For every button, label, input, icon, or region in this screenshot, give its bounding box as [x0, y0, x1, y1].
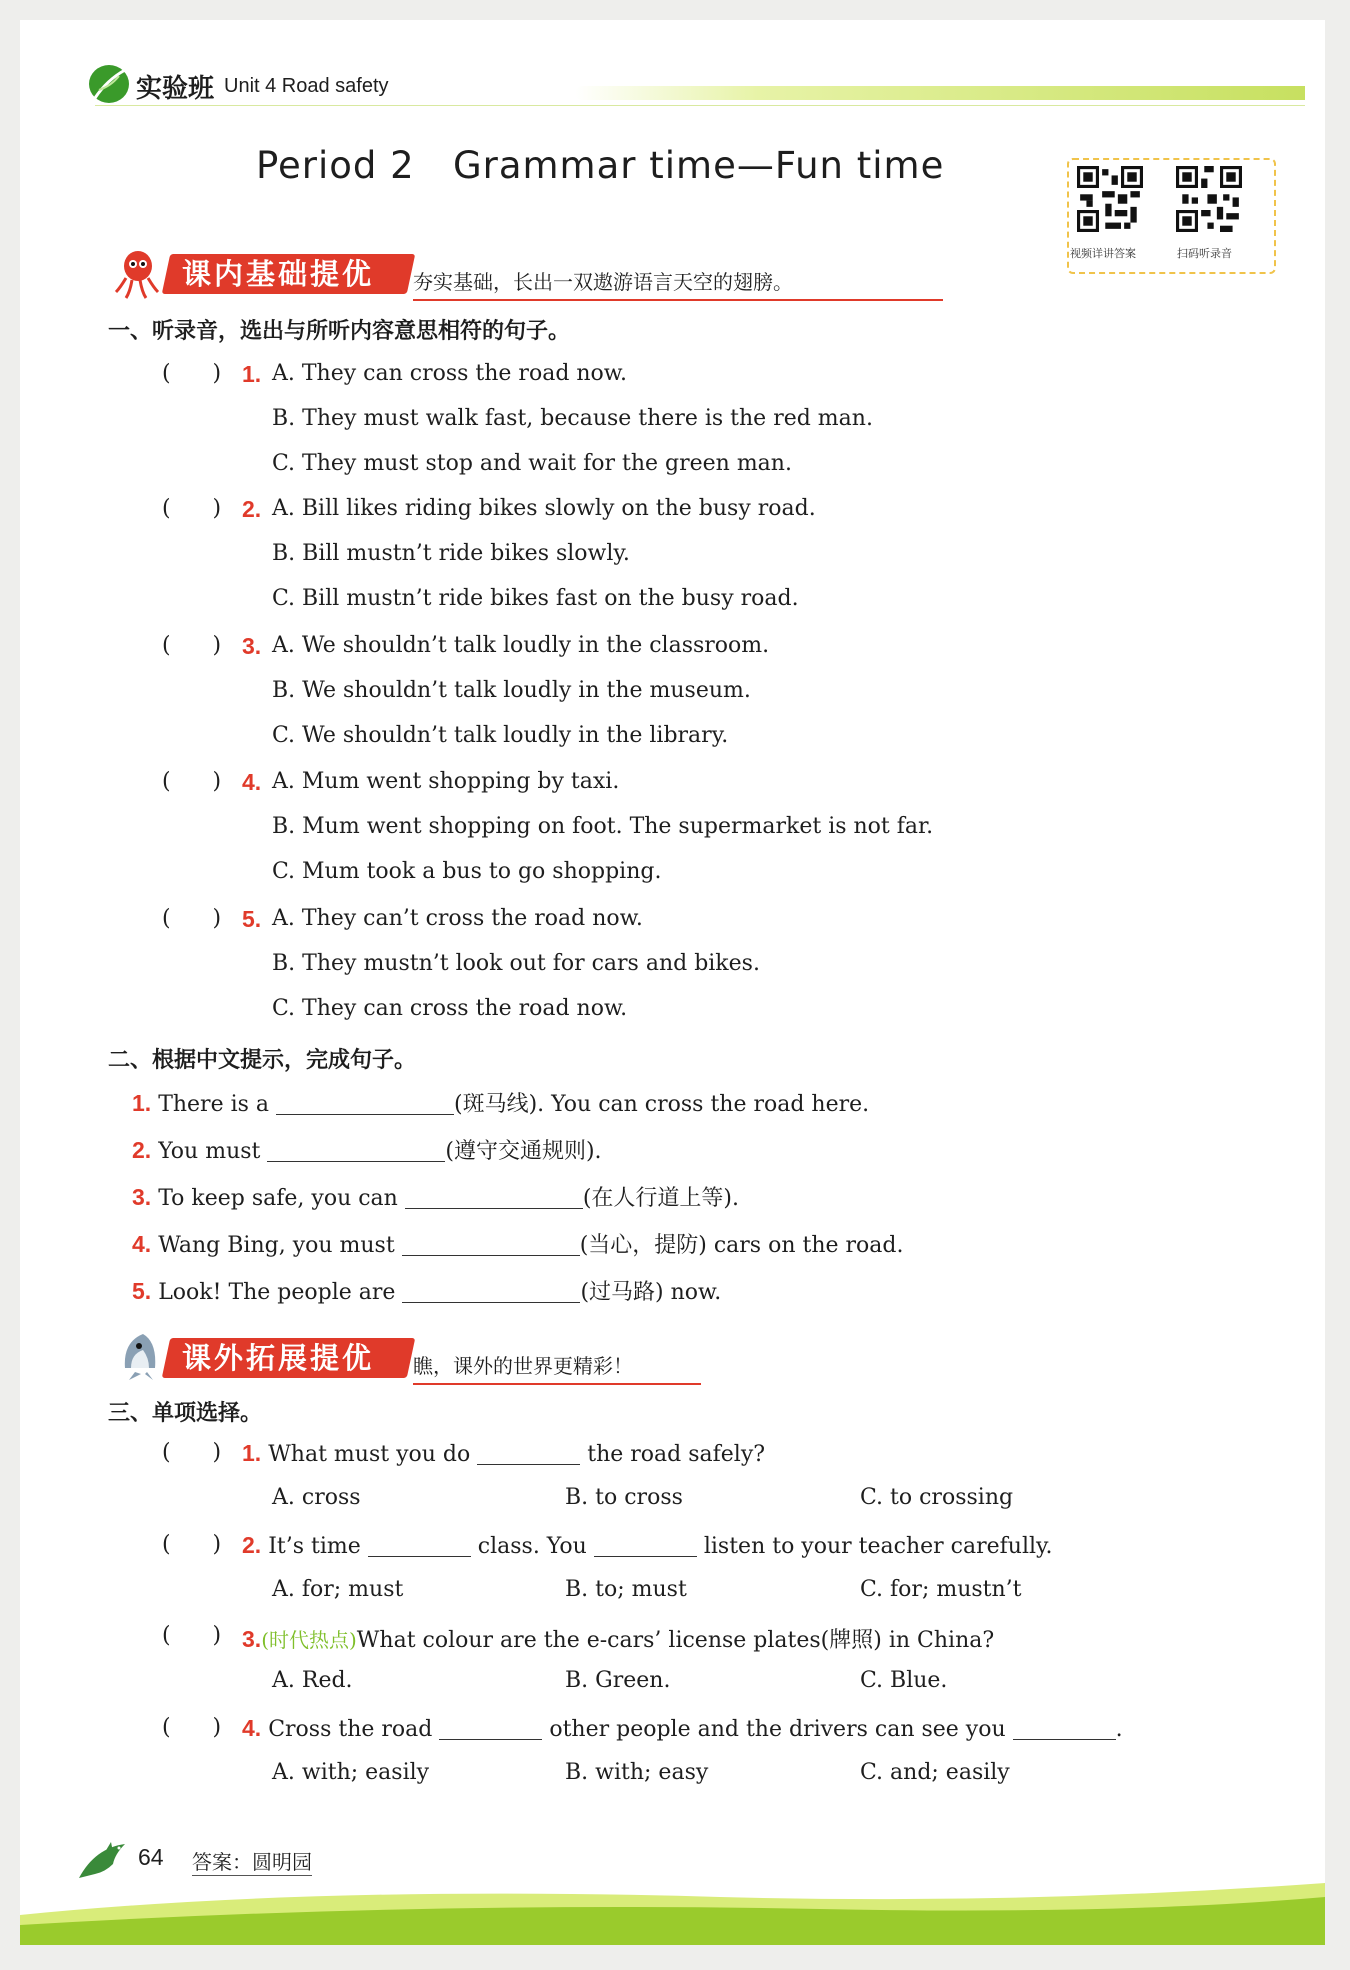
- fill-item-4: 4. Wang Bing, you must (当心，提防) cars on the road.: [132, 1231, 904, 1258]
- option: C. Mum took a bus to go shopping.: [272, 859, 662, 884]
- answer-paren[interactable]: ( ): [162, 1623, 222, 1648]
- answer-blank[interactable]: [368, 1534, 471, 1557]
- fill-item-1: 1. There is a (斑马线). You can cross the road here.: [132, 1090, 870, 1117]
- option: B. Mum went shopping on foot. The supermarket is not far.: [272, 814, 934, 839]
- option: B. They must walk fast, because there is the red man.: [272, 406, 873, 431]
- brand-name: 实验班: [136, 74, 215, 104]
- part1-heading: 一、听录音，选出与所听内容意思相符的句子。: [108, 319, 571, 344]
- leaf-logo-icon: [85, 60, 133, 108]
- page-number: 64: [138, 1844, 164, 1870]
- answer-blank[interactable]: [439, 1717, 542, 1740]
- section2-tagline: 瞧，课外的世界更精彩！: [413, 1350, 701, 1385]
- option: B. They mustn’t look out for cars and bikes.: [272, 951, 760, 976]
- qr-code-audio-icon[interactable]: [1176, 166, 1242, 232]
- qr-code-video-icon[interactable]: [1077, 166, 1143, 232]
- option: C. to crossing: [860, 1485, 1014, 1510]
- option: C. They must stop and wait for the green man.: [272, 451, 792, 476]
- shark-mascot-icon: [117, 1328, 163, 1382]
- question-1-number: 1.: [242, 361, 262, 387]
- option: B. Green.: [565, 1668, 671, 1693]
- option: A. Mum went shopping by taxi.: [272, 769, 620, 794]
- option: A. We shouldn’t talk loudly in the classroom.: [272, 633, 770, 658]
- answer-paren[interactable]: ( ): [162, 496, 222, 521]
- mcq-1-stem: 1. What must you do the road safely?: [242, 1440, 766, 1467]
- unit-label: Unit 4 Road safety: [224, 75, 389, 97]
- squid-mascot-icon: [112, 248, 160, 300]
- answer-blank[interactable]: [276, 1092, 454, 1115]
- answer-blank[interactable]: [477, 1442, 580, 1465]
- answer-paren[interactable]: ( ): [162, 769, 222, 794]
- mcq-2-stem: 2. It’s time class. You listen to your teacher carefully.: [242, 1532, 1053, 1559]
- fill-item-5: 5. Look! The people are (过马路) now.: [132, 1278, 722, 1305]
- answer-blank[interactable]: [267, 1139, 445, 1162]
- header-band: [575, 86, 1305, 100]
- answer-blank[interactable]: [1013, 1717, 1116, 1740]
- answer-paren[interactable]: ( ): [162, 1532, 222, 1557]
- question-5-number: 5.: [242, 906, 262, 932]
- question-2-number: 2.: [242, 496, 262, 522]
- part2-heading: 二、根据中文提示，完成句子。: [108, 1048, 417, 1073]
- page-title: Period 2 Grammar time—Fun time: [256, 144, 945, 187]
- qr-caption-audio: 扫码听录音: [1177, 247, 1232, 260]
- workbook-page: [20, 20, 1325, 1945]
- option: B. We shouldn’t talk loudly in the museum.: [272, 678, 751, 703]
- answer-paren[interactable]: ( ): [162, 1440, 222, 1465]
- answer-paren[interactable]: ( ): [162, 633, 222, 658]
- hot-topic-tag: (时代热点): [261, 1628, 357, 1652]
- header-rule: [95, 105, 1305, 106]
- answer-blank[interactable]: [402, 1233, 580, 1256]
- section2-banner: 课外拓展提优: [182, 1341, 375, 1375]
- option: A. with; easily: [272, 1760, 430, 1785]
- qr-caption-video: 视频详讲答案: [1070, 247, 1136, 260]
- answer-blank[interactable]: [405, 1186, 583, 1209]
- option: B. Bill mustn’t ride bikes slowly.: [272, 541, 630, 566]
- option: B. with; easy: [565, 1760, 709, 1785]
- option: C. and; easily: [860, 1760, 1010, 1785]
- option: C. Bill mustn’t ride bikes fast on the busy road.: [272, 586, 799, 611]
- option: C. Blue.: [860, 1668, 948, 1693]
- answer-paren[interactable]: ( ): [162, 1715, 222, 1740]
- mcq-3-stem: 3.(时代热点)What colour are the e-cars’ license plates(牌照) in China?: [242, 1626, 995, 1653]
- option: A. They can’t cross the road now.: [272, 906, 643, 931]
- option: C. They can cross the road now.: [272, 996, 628, 1021]
- option: A. Bill likes riding bikes slowly on the busy road.: [272, 496, 816, 521]
- part3-heading: 三、单项选择。: [108, 1401, 263, 1426]
- option: A. Red.: [272, 1668, 353, 1693]
- option: A. cross: [272, 1485, 361, 1510]
- mcq-4-stem: 4. Cross the road other people and the drivers can see you .: [242, 1715, 1123, 1742]
- section1-banner: 课内基础提优: [182, 257, 375, 291]
- option: B. to; must: [565, 1577, 687, 1602]
- answer-note: 答案：圆明园: [192, 1846, 312, 1876]
- answer-blank[interactable]: [594, 1534, 697, 1557]
- question-4-number: 4.: [242, 769, 262, 795]
- option: C. for; mustn’t: [860, 1577, 1022, 1602]
- answer-paren[interactable]: ( ): [162, 361, 222, 386]
- answer-blank[interactable]: [402, 1280, 580, 1303]
- option: A. They can cross the road now.: [272, 361, 628, 386]
- section1-tagline: 夯实基础，长出一双遨游语言天空的翅膀。: [413, 266, 943, 301]
- option: A. for; must: [272, 1577, 404, 1602]
- answer-paren[interactable]: ( ): [162, 906, 222, 931]
- fill-item-3: 3. To keep safe, you can (在人行道上等).: [132, 1184, 740, 1211]
- footer-wave: [20, 1875, 1325, 1945]
- fill-item-2: 2. You must (遵守交通规则).: [132, 1137, 602, 1164]
- option: C. We shouldn’t talk loudly in the library.: [272, 723, 729, 748]
- option: B. to cross: [565, 1485, 683, 1510]
- question-3-number: 3.: [242, 633, 262, 659]
